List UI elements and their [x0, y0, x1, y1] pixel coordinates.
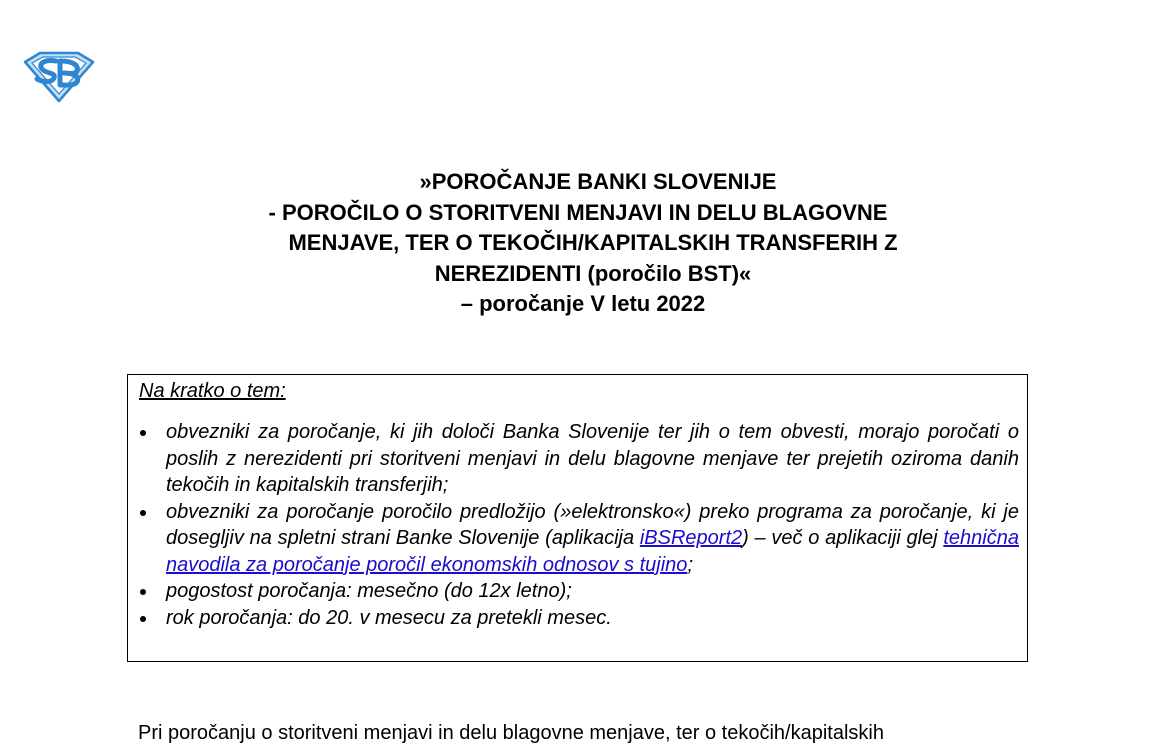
title-line-1: »POROČANJE BANKI SLOVENIJE [419, 169, 777, 194]
list-item [128, 578, 1027, 605]
title-line-4: NEREZIDENTI (poročilo BST)« [434, 260, 752, 286]
bullet-icon [140, 616, 146, 622]
list-item [128, 419, 1027, 499]
bullet-icon [140, 589, 146, 595]
bullet-text: obvezniki za poročanje poročilo predložijo (»elektronsko«) preko programa za poročanje, ki je dosegljiv na spletni strani Banke Slovenije (aplikacija [166, 500, 1019, 549]
bullet-icon [140, 510, 146, 516]
technical-instructions-link[interactable]: tehnična navodila za poročanje poročil ekonomskih odnosov s tujino [166, 527, 1019, 576]
title-line-5: – poročanje V letu 2022 [460, 291, 706, 316]
summary-list [128, 419, 1027, 631]
bullet-text: rok poročanja: do 20. v mesecu za pretekli mesec. [166, 606, 612, 629]
bullet-text: pogostost poročanja: mesečno (do 12x letno); [166, 580, 572, 602]
bullet-text: ; [687, 553, 693, 576]
bank-slovenia-logo-icon [22, 50, 96, 104]
body-paragraph: Pri poročanju o storitveni menjavi in delu blagovne menjave, ter o tekočih/kapitalskih [138, 722, 884, 744]
title-line-2: - POROČILO O STORITVENI MENJAVI IN DELU BLAGOVNE [268, 199, 888, 225]
summary-box [127, 374, 1028, 662]
summary-heading: Na kratko o tem: [139, 380, 286, 402]
bullet-text: obvezniki za poročanje, ki jih določi Banka Slovenije ter jih o tem obvesti, morajo poročati o poslih z nerezidenti pri storitveni menjavi in delu blagovne menjave ter prejetih oziroma danih tekočih in kapitalskih transferjih; [166, 421, 1019, 496]
ibsreport2-link[interactable]: iBSReport2 [639, 527, 743, 549]
list-item [128, 499, 1027, 579]
list-item [128, 605, 1027, 632]
document-title [150, 167, 1036, 320]
bullet-icon [140, 430, 146, 436]
bullet-text: ) – več o aplikaciji glej [742, 527, 944, 549]
title-line-3: MENJAVE, TER O TEKOČIH/KAPITALSKIH TRANSFERIH Z [288, 230, 898, 255]
